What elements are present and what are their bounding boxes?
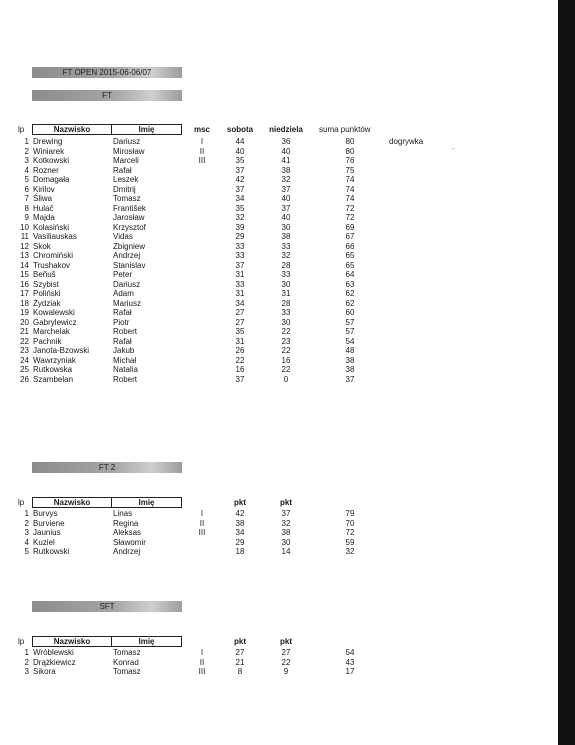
table-row xyxy=(0,509,558,519)
row-place: I xyxy=(200,648,204,657)
row-total-points: 17 xyxy=(345,667,355,676)
row-surname: Trushakov xyxy=(33,260,71,270)
row-surname: Vasiliauskas xyxy=(33,232,77,241)
table-row xyxy=(0,356,558,366)
table-row xyxy=(0,213,558,223)
row-first-name: Rafał xyxy=(113,336,132,346)
row-day1-points: 42 xyxy=(235,175,245,184)
row-place: III xyxy=(198,528,206,537)
table-row xyxy=(0,337,558,347)
row-surname: Skok xyxy=(33,241,51,251)
row-day2-points: 38 xyxy=(281,165,291,175)
row-day1-points: 27 xyxy=(235,317,245,327)
row-day1-points: 33 xyxy=(235,251,245,260)
row-day1-points: 34 xyxy=(235,528,245,537)
ft2-header-row xyxy=(0,497,558,508)
row-day2-points: 28 xyxy=(281,260,291,270)
row-number: 3 xyxy=(24,156,29,165)
row-day2-points: 37 xyxy=(281,509,291,518)
row-surname: Rutkowski xyxy=(33,547,70,556)
row-first-name: Piotr xyxy=(113,317,130,327)
col-lp: lp xyxy=(18,637,25,646)
row-total-points: 72 xyxy=(345,528,355,537)
table-row xyxy=(0,658,558,668)
row-number: 19 xyxy=(20,308,29,317)
row-first-name: Zbigniew xyxy=(113,241,146,251)
table-row xyxy=(0,667,558,677)
row-number: 11 xyxy=(20,232,29,241)
row-total-points: 37 xyxy=(345,374,355,384)
row-day2-points: 38 xyxy=(281,232,291,241)
row-day2-points: 22 xyxy=(281,327,291,336)
row-surname: Majda xyxy=(33,213,55,222)
row-number: 21 xyxy=(20,327,29,336)
table-row xyxy=(0,365,558,375)
row-day1-points: 8 xyxy=(237,667,243,676)
row-day2-points: 9 xyxy=(283,667,289,676)
row-place: II xyxy=(199,518,205,528)
row-surname: Gabrylewicz xyxy=(33,317,77,327)
row-number: 10 xyxy=(20,222,29,232)
row-day2-points: 27 xyxy=(281,648,291,657)
table-row xyxy=(0,204,558,214)
table-row xyxy=(0,137,558,147)
event-title-banner: FT OPEN 2015-06-06/07 xyxy=(32,67,182,78)
row-number: 20 xyxy=(20,317,29,327)
row-surname: Kirilov xyxy=(33,184,55,194)
row-day2-points: 30 xyxy=(281,279,291,289)
table-row xyxy=(0,346,558,356)
row-day2-points: 16 xyxy=(281,355,291,365)
row-day1-points: 33 xyxy=(235,241,245,251)
row-surname: Janota-Bzowski xyxy=(33,346,90,355)
row-day2-points: 30 xyxy=(281,537,291,547)
row-place: II xyxy=(199,146,205,156)
row-number: 16 xyxy=(20,279,29,289)
row-day1-points: 31 xyxy=(235,270,245,279)
row-day2-points: 33 xyxy=(281,241,291,251)
row-surname: Hulač xyxy=(33,203,54,213)
row-day1-points: 22 xyxy=(235,355,245,365)
row-day1-points: 31 xyxy=(235,336,245,346)
row-number: 25 xyxy=(20,365,29,374)
col-nazwisko: Nazwisko xyxy=(32,124,112,135)
row-number: 1 xyxy=(24,509,29,518)
row-total-points: 57 xyxy=(345,317,355,327)
table-row xyxy=(0,156,558,166)
row-first-name: Vidas xyxy=(113,232,133,241)
row-surname: Kuziel xyxy=(33,537,55,547)
row-place: I xyxy=(200,137,204,146)
col-lp: lp xyxy=(18,498,25,507)
row-day1-points: 32 xyxy=(235,213,245,222)
row-number: 22 xyxy=(20,336,29,346)
ft2-table xyxy=(0,509,558,557)
table-row xyxy=(0,251,558,261)
row-note: dogrywka xyxy=(389,137,424,146)
row-first-name: Regina xyxy=(113,518,139,528)
col-sobota: sobota xyxy=(226,125,254,134)
row-day2-points: 40 xyxy=(281,146,291,156)
row-day1-points: 38 xyxy=(235,518,245,528)
row-total-points: 79 xyxy=(345,509,355,518)
row-first-name: Adam xyxy=(113,289,134,298)
row-number: 12 xyxy=(20,241,29,251)
row-day2-points: 28 xyxy=(281,298,291,308)
row-day2-points: 30 xyxy=(281,222,291,232)
row-day1-points: 33 xyxy=(235,279,245,289)
row-total-points: 62 xyxy=(345,289,355,298)
row-total-points: 43 xyxy=(345,657,355,667)
row-first-name: Tomasz xyxy=(113,667,141,676)
row-day1-points: 18 xyxy=(235,547,245,556)
row-day1-points: 44 xyxy=(235,137,245,146)
table-row xyxy=(0,185,558,195)
row-number: 18 xyxy=(20,298,29,308)
col-msc: msc xyxy=(193,125,210,134)
row-surname: Drewing xyxy=(33,137,63,146)
row-total-points: 75 xyxy=(345,165,355,175)
row-surname: Żydziak xyxy=(33,298,61,308)
row-number: 8 xyxy=(24,203,29,213)
row-day2-points: 22 xyxy=(281,657,291,667)
row-number: 1 xyxy=(24,137,29,146)
row-number: 5 xyxy=(24,547,29,556)
table-row xyxy=(0,289,558,299)
row-total-points: 74 xyxy=(345,194,355,203)
ft2-section-banner: FT 2 xyxy=(32,462,182,473)
row-surname: Marchelak xyxy=(33,327,70,336)
row-day1-points: 27 xyxy=(235,648,245,657)
col-niedziela: niedziela xyxy=(269,125,303,134)
row-day2-points: 41 xyxy=(281,156,291,165)
table-row xyxy=(0,223,558,233)
row-day1-points: 37 xyxy=(235,165,245,175)
row-first-name: Rafał xyxy=(113,308,132,317)
row-total-points: 80 xyxy=(345,146,355,156)
row-first-name: Dariusz xyxy=(113,279,141,289)
row-surname: Wawrzyniak xyxy=(33,355,76,365)
row-first-name: Linas xyxy=(113,509,133,518)
table-row xyxy=(0,519,558,529)
table-row xyxy=(0,327,558,337)
row-surname: Poliński xyxy=(33,289,61,298)
row-number: 7 xyxy=(24,194,29,203)
row-surname: Kowalewski xyxy=(33,308,75,317)
row-total-points: 62 xyxy=(345,298,355,308)
row-total-points: 69 xyxy=(345,222,355,232)
row-total-points: 65 xyxy=(345,260,355,270)
row-surname: Rutkowska xyxy=(33,365,73,374)
col-imie: Imię xyxy=(111,497,182,508)
row-day2-points: 32 xyxy=(281,175,291,184)
row-first-name: Konrad xyxy=(113,657,139,667)
table-row xyxy=(0,547,558,557)
row-number: 4 xyxy=(24,537,29,547)
row-day1-points: 42 xyxy=(235,509,245,518)
ft-section-banner: FT xyxy=(32,90,182,101)
row-day2-points: 32 xyxy=(281,251,291,260)
row-number: 3 xyxy=(24,667,29,676)
row-day2-points: 40 xyxy=(281,213,291,222)
row-first-name: Michał xyxy=(113,355,137,365)
row-surname: Szambelan xyxy=(33,374,74,384)
row-surname: Śliwa xyxy=(33,194,53,203)
table-row xyxy=(0,261,558,271)
row-total-points: 64 xyxy=(345,270,355,279)
col-imie: Imię xyxy=(111,636,182,647)
row-day1-points: 40 xyxy=(235,146,245,156)
row-total-points: 65 xyxy=(345,251,355,260)
row-number: 1 xyxy=(24,648,29,657)
row-total-points: 32 xyxy=(345,547,355,556)
row-surname: Wróblewski xyxy=(33,648,74,657)
table-row xyxy=(0,308,558,318)
col-pkt-1: pkt xyxy=(234,498,246,507)
row-number: 6 xyxy=(24,184,29,194)
table-row xyxy=(0,270,558,280)
row-day2-points: 33 xyxy=(281,308,291,317)
row-surname: Chromiński xyxy=(33,251,74,260)
row-day1-points: 34 xyxy=(235,298,245,308)
row-total-points: 70 xyxy=(345,518,355,528)
row-day1-points: 35 xyxy=(235,327,245,336)
row-day1-points: 27 xyxy=(235,308,245,317)
row-surname: Burvys xyxy=(33,509,58,518)
row-place: III xyxy=(198,156,206,165)
row-surname: Rozner xyxy=(33,165,59,175)
row-surname: Kolasiński xyxy=(33,222,70,232)
row-number: 26 xyxy=(20,374,29,384)
row-day1-points: 26 xyxy=(235,346,245,355)
row-number: 14 xyxy=(20,260,29,270)
row-total-points: 60 xyxy=(345,308,355,317)
row-day1-points: 39 xyxy=(235,222,245,232)
row-place: II xyxy=(199,657,205,667)
row-first-name: František xyxy=(113,203,146,213)
row-number: 4 xyxy=(24,165,29,175)
row-place: III xyxy=(198,667,206,676)
col-pkt-2: pkt xyxy=(280,498,292,507)
table-row xyxy=(0,648,558,658)
row-first-name: Krzysztof xyxy=(113,222,146,232)
row-total-points: 80 xyxy=(345,137,355,146)
row-day2-points: 37 xyxy=(281,203,291,213)
table-row xyxy=(0,528,558,538)
row-day2-points: 30 xyxy=(281,317,291,327)
table-row xyxy=(0,166,558,176)
row-total-points: 66 xyxy=(345,241,355,251)
table-row xyxy=(0,375,558,385)
row-first-name: Stanislav xyxy=(113,260,146,270)
ft-table xyxy=(0,137,558,384)
row-first-name: Robert xyxy=(113,327,138,336)
row-surname: Domagała xyxy=(33,175,70,184)
row-day2-points: 22 xyxy=(281,365,291,374)
row-number: 15 xyxy=(20,270,29,279)
row-first-name: Sławomir xyxy=(113,537,146,547)
row-surname: Burviene xyxy=(33,518,65,528)
row-day1-points: 37 xyxy=(235,184,245,194)
table-row xyxy=(0,280,558,290)
row-total-points: 67 xyxy=(345,232,355,241)
row-surname: Jaunius xyxy=(33,528,61,537)
row-first-name: Rafał xyxy=(113,165,132,175)
ft-header-row xyxy=(0,124,558,135)
col-nazwisko: Nazwisko xyxy=(32,636,112,647)
row-total-points: 38 xyxy=(345,355,355,365)
row-number: 3 xyxy=(24,528,29,537)
row-day1-points: 16 xyxy=(235,365,245,374)
col-imie: Imię xyxy=(111,124,182,135)
col-lp: lp xyxy=(18,125,25,134)
row-first-name: Tomasz xyxy=(113,194,141,203)
stray-mark: . xyxy=(452,142,455,151)
row-first-name: Marceli xyxy=(113,156,139,165)
row-surname: Pachnik xyxy=(33,336,62,346)
row-first-name: Andrzej xyxy=(113,547,141,556)
row-number: 24 xyxy=(20,355,29,365)
row-day2-points: 31 xyxy=(281,289,291,298)
row-day1-points: 29 xyxy=(235,232,245,241)
row-day2-points: 33 xyxy=(281,270,291,279)
table-row xyxy=(0,175,558,185)
row-surname: Drążkiewicz xyxy=(33,657,76,667)
row-place: I xyxy=(200,509,204,518)
row-total-points: 54 xyxy=(345,648,355,657)
row-day1-points: 21 xyxy=(235,657,245,667)
row-number: 23 xyxy=(20,346,29,355)
row-first-name: Jarosław xyxy=(113,213,145,222)
row-first-name: Leszek xyxy=(113,175,139,184)
row-day2-points: 0 xyxy=(283,374,289,384)
row-total-points: 38 xyxy=(345,365,355,374)
row-total-points: 72 xyxy=(345,213,355,222)
col-pkt-2: pkt xyxy=(280,637,292,646)
row-day2-points: 37 xyxy=(281,184,291,194)
table-row xyxy=(0,242,558,252)
row-day2-points: 36 xyxy=(281,137,291,146)
row-number: 13 xyxy=(20,251,29,260)
row-number: 2 xyxy=(24,146,29,156)
row-day2-points: 22 xyxy=(281,346,291,355)
row-day1-points: 37 xyxy=(235,374,245,384)
table-row xyxy=(0,318,558,328)
row-number: 9 xyxy=(24,213,29,222)
row-first-name: Mariusz xyxy=(113,298,142,308)
row-day1-points: 35 xyxy=(235,156,245,165)
row-first-name: Jakub xyxy=(113,346,135,355)
row-total-points: 63 xyxy=(345,279,355,289)
row-number: 2 xyxy=(24,518,29,528)
row-first-name: Mirosław xyxy=(113,146,145,156)
row-first-name: Natalia xyxy=(113,365,138,374)
table-row xyxy=(0,147,558,157)
row-surname: Szybist xyxy=(33,279,59,289)
table-row xyxy=(0,232,558,242)
row-first-name: Tomasz xyxy=(113,648,141,657)
sft-section-banner: SFT xyxy=(32,601,182,612)
table-row xyxy=(0,194,558,204)
table-row xyxy=(0,299,558,309)
row-surname: Kotkowski xyxy=(33,156,70,165)
table-row xyxy=(0,538,558,548)
row-day2-points: 40 xyxy=(281,194,291,203)
row-number: 2 xyxy=(24,657,29,667)
row-total-points: 54 xyxy=(345,336,355,346)
row-total-points: 74 xyxy=(345,184,355,194)
row-total-points: 74 xyxy=(345,175,355,184)
col-suma: suma punktów xyxy=(319,125,371,134)
row-total-points: 76 xyxy=(345,156,355,165)
row-day2-points: 14 xyxy=(281,547,291,556)
col-pkt-1: pkt xyxy=(234,637,246,646)
row-total-points: 48 xyxy=(345,346,355,355)
row-surname: Winiarek xyxy=(33,146,65,156)
row-first-name: Aleksas xyxy=(113,528,142,537)
row-day1-points: 29 xyxy=(235,537,245,547)
row-day1-points: 37 xyxy=(235,260,245,270)
row-day1-points: 34 xyxy=(235,194,245,203)
col-nazwisko: Nazwisko xyxy=(32,497,112,508)
row-total-points: 72 xyxy=(345,203,355,213)
row-total-points: 59 xyxy=(345,537,355,547)
row-day1-points: 31 xyxy=(235,289,245,298)
row-surname: Beňuš xyxy=(33,270,56,279)
row-surname: Sikora xyxy=(33,667,56,676)
row-day1-points: 35 xyxy=(235,203,245,213)
row-day2-points: 32 xyxy=(281,518,291,528)
row-number: 5 xyxy=(24,175,29,184)
row-total-points: 57 xyxy=(345,327,355,336)
sft-table xyxy=(0,648,558,677)
row-day2-points: 23 xyxy=(281,336,291,346)
row-first-name: Peter xyxy=(113,270,133,279)
row-first-name: Dmitrij xyxy=(113,184,136,194)
row-first-name: Dariusz xyxy=(113,137,141,146)
row-number: 17 xyxy=(20,289,29,298)
scan-dark-edge xyxy=(558,0,575,745)
row-first-name: Andrzej xyxy=(113,251,141,260)
row-first-name: Robert xyxy=(113,374,138,384)
sft-header-row xyxy=(0,636,558,647)
row-day2-points: 38 xyxy=(281,528,291,537)
